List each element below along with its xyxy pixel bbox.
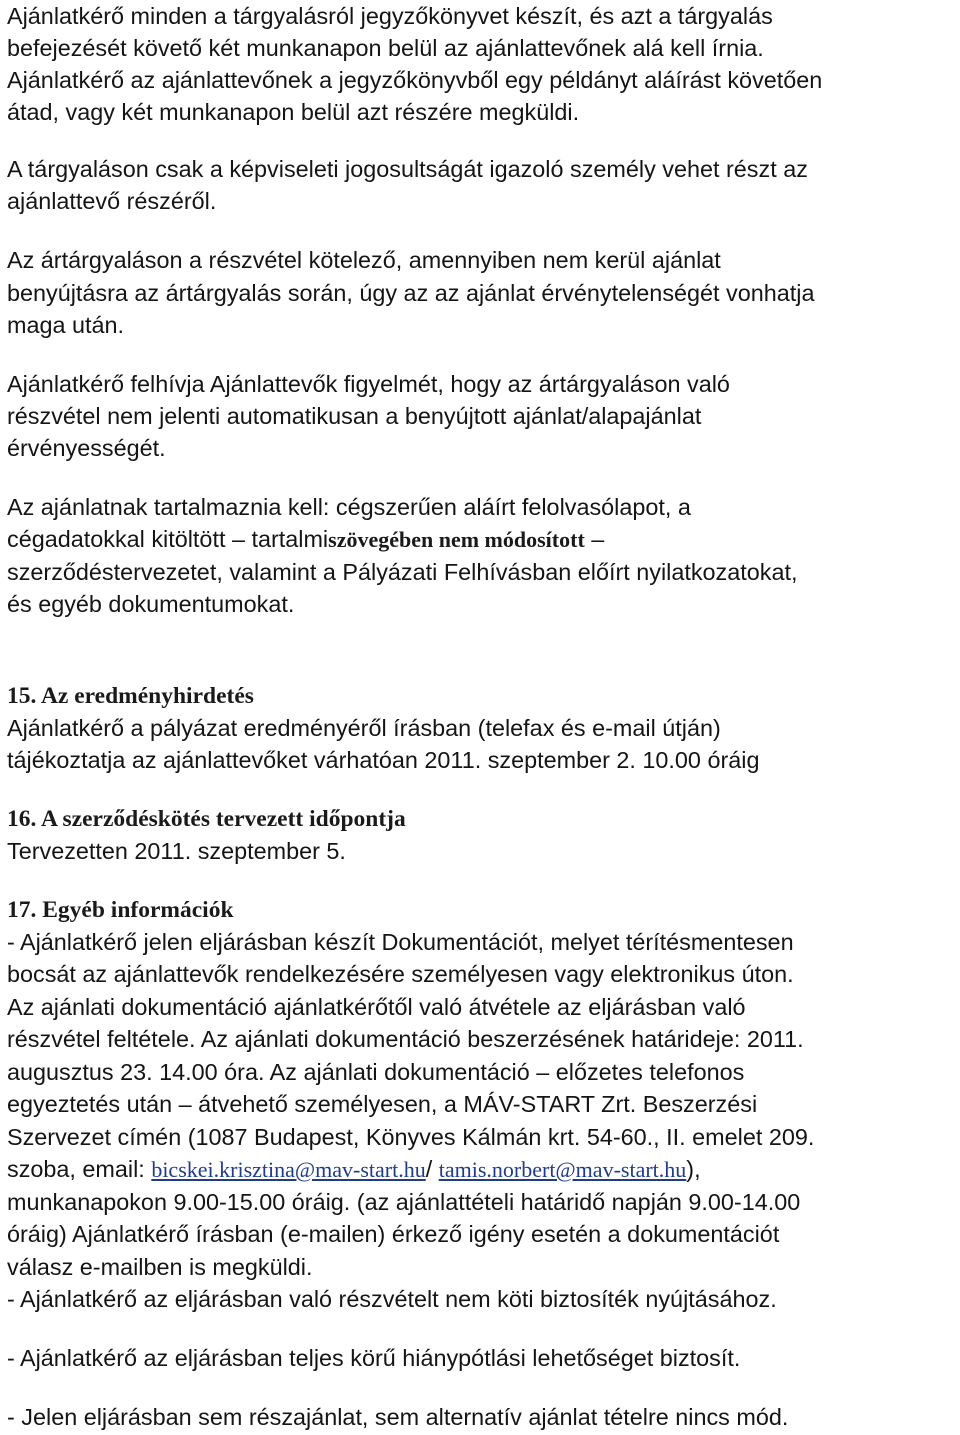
- email-link-bicskei[interactable]: bicskei.krisztina@mav-start.hu: [151, 1157, 426, 1182]
- paragraph-4-line-1: Ajánlatkérő felhívja Ajánlattevők figyelmét, hogy az ártárgyaláson való: [7, 371, 730, 397]
- section-17-line-2: bocsát az ajánlattevők rendelkezésére személyesen vagy elektronikus úton.: [7, 961, 794, 987]
- section-17-line-10: óráig) Ajánlatkérő írásban (e-mailen) érkező igény esetén a dokumentációt: [7, 1221, 780, 1247]
- paragraph-5-line-1: Az ajánlatnak tartalmaznia kell: cégszerűen aláírt felolvasólapot, a: [7, 494, 691, 520]
- paragraph-1-line-4: átad, vagy két munkanapon belül azt részére megküldi.: [7, 99, 580, 125]
- email-suffix: ),: [686, 1156, 701, 1182]
- paragraph-5-line-4: és egyéb dokumentumokat.: [7, 591, 295, 617]
- section-15-heading: 15. Az eredményhirdetés: [7, 683, 254, 709]
- paragraph-2-line-2: ajánlattevő részéről.: [7, 188, 217, 214]
- section-16-heading: 16. A szerződéskötés tervezett időpontja: [7, 806, 406, 832]
- section-17-line-9: munkanapokon 9.00-15.00 óráig. (az ajánlattételi határidő napján 9.00-14.00: [7, 1189, 801, 1215]
- section-17-line-13: - Ajánlatkérő az eljárásban teljes körű hiánypótlási lehetőséget biztosít.: [7, 1345, 741, 1371]
- section-17-line-7: Szervezet címén (1087 Budapest, Könyves Kálmán krt. 54-60., II. emelet 209.: [7, 1124, 815, 1150]
- paragraph-5-line-3: szerződéstervezetet, valamint a Pályázati Felhívásban előírt nyilatkozatokat,: [7, 559, 798, 585]
- section-15-line-1: Ajánlatkérő a pályázat eredményéről írásban (telefax és e-mail útján): [7, 715, 721, 741]
- paragraph-1-line-3: Ajánlatkérő az ajánlattevőnek a jegyzőkönyvből egy példányt aláírást követően: [7, 67, 823, 93]
- section-17-line-6: egyeztetés után – átvehető személyesen, a MÁV-START Zrt. Beszerzési: [7, 1091, 758, 1117]
- paragraph-5-line-2-end: –: [584, 526, 605, 552]
- section-17-heading: 17. Egyéb információk: [7, 897, 234, 923]
- paragraph-5-line-2: [7, 523, 604, 556]
- paragraph-2-line-1: A tárgyaláson csak a képviseleti jogosultságát igazoló személy vehet részt az: [7, 156, 808, 182]
- paragraph-3-line-3: maga után.: [7, 312, 125, 338]
- section-15-line-2: tájékoztatja az ajánlattevőket várhatóan 2011. szeptember 2. 10.00 óráig: [7, 747, 760, 773]
- section-17-line-11: válasz e-mailben is megküldi.: [7, 1254, 313, 1280]
- paragraph-5-line-2-start: cégadatokkal kitöltött – tartalmi: [7, 526, 329, 552]
- email-separator: /: [425, 1156, 439, 1182]
- paragraph-4-line-3: érvényességét.: [7, 435, 166, 461]
- section-17-line-1: - Ajánlatkérő jelen eljárásban készít Dokumentációt, melyet térítésmentesen: [7, 929, 794, 955]
- section-16-line-1: Tervezetten 2011. szeptember 5.: [7, 838, 346, 864]
- email-prefix: szoba, email:: [7, 1156, 152, 1182]
- section-17-line-8: [7, 1153, 701, 1186]
- paragraph-5-line-2-serif: szövegében nem módosított: [328, 527, 585, 552]
- paragraph-1-line-2: befejezését követő két munkanapon belül az ajánlattevőnek alá kell írnia.: [7, 35, 764, 61]
- paragraph-3-line-1: Az ártárgyaláson a részvétel kötelező, amennyiben nem kerül ajánlat: [7, 247, 721, 273]
- email-link-tamis[interactable]: tamis.norbert@mav-start.hu: [438, 1157, 687, 1182]
- section-17-line-4: részvétel feltétele. Az ajánlati dokumentáció beszerzésének határideje: 2011.: [7, 1026, 804, 1052]
- section-17-line-3: Az ajánlati dokumentáció ajánlatkérőtől való átvétele az eljárásban való: [7, 994, 746, 1020]
- paragraph-4-line-2: részvétel nem jelenti automatikusan a benyújtott ajánlat/alapajánlat: [7, 403, 702, 429]
- section-17-line-5: augusztus 23. 14.00 óra. Az ajánlati dokumentáció – előzetes telefonos: [7, 1059, 745, 1085]
- section-17-line-14: - Jelen eljárásban sem részajánlat, sem alternatív ajánlat tételre nincs mód.: [7, 1404, 789, 1430]
- paragraph-1-line-1: Ajánlatkérő minden a tárgyalásról jegyzőkönyvet készít, és azt a tárgyalás: [7, 3, 773, 29]
- paragraph-3-line-2: benyújtásra az ártárgyalás során, úgy az az ajánlat érvénytelenségét vonhatja: [7, 280, 815, 306]
- section-17-line-12: - Ajánlatkérő az eljárásban való részvételt nem köti biztosíték nyújtásához.: [7, 1286, 777, 1312]
